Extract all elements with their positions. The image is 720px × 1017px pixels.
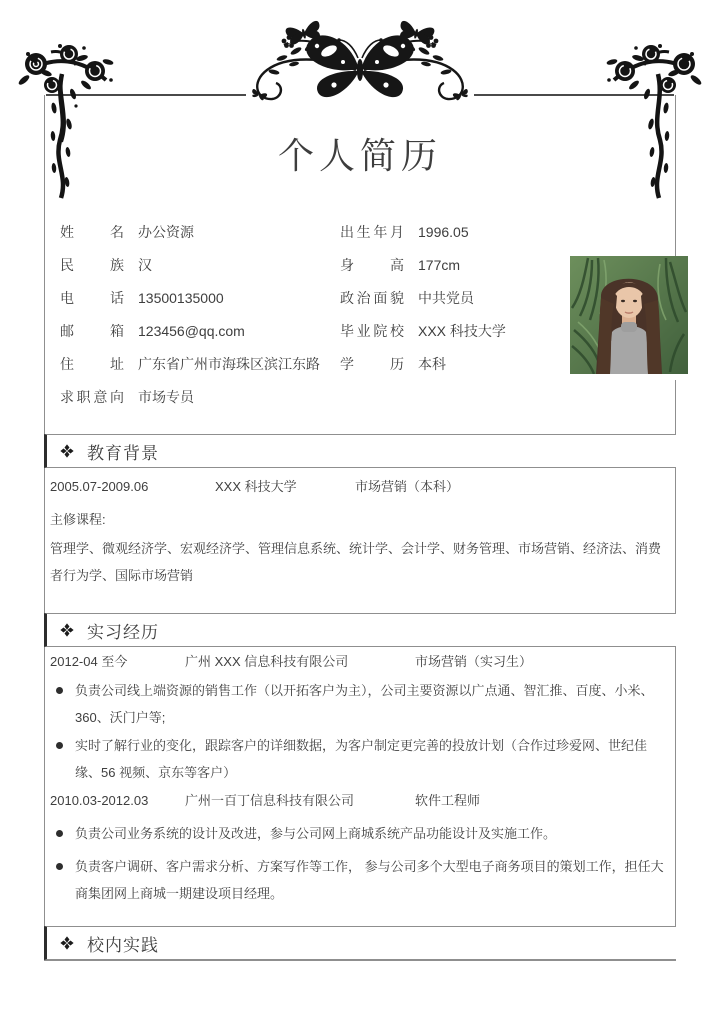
bullet-dot-icon xyxy=(56,830,63,837)
job-entry-line xyxy=(50,790,480,809)
field-value: 13500135000 xyxy=(138,289,224,306)
field-value: 本科 xyxy=(418,355,446,372)
job-bullet-item xyxy=(56,732,668,786)
section-title: 校内实践 xyxy=(87,935,159,955)
field-value: 汉 xyxy=(138,256,152,273)
job-role: 市场营销（实习生） xyxy=(415,654,533,669)
bullet-text: 负责公司业务系统的设计及改进，参与公司网上商城系统产品功能设计及实施工作。 xyxy=(75,826,557,841)
info-row-height xyxy=(340,248,568,281)
education-entry-line xyxy=(50,476,459,495)
info-row-phone xyxy=(60,281,335,314)
field-label: 政治面貌 xyxy=(340,289,404,306)
field-label: 求职意向 xyxy=(60,388,124,405)
courses-list: 管理学、微观经济学、宏观经济学、管理信息系统、统计学、会计学、财务管理、市场营销、经济法、消费者行为学、国际市场营销 xyxy=(50,541,662,583)
info-row-job-intention xyxy=(60,380,335,413)
diamond-bullet-icon xyxy=(60,444,74,458)
field-value: 177cm xyxy=(418,256,461,273)
education-major: 市场营销（本科） xyxy=(355,479,460,494)
field-label: 住址 xyxy=(60,355,124,372)
bullet-dot-icon xyxy=(56,863,63,870)
diamond-bullet-icon xyxy=(60,936,74,950)
job-company: 广州一百丁信息科技有限公司 xyxy=(185,793,355,808)
field-value: XXX 科技大学 xyxy=(418,322,506,339)
section-title: 实习经历 xyxy=(87,622,159,642)
field-label: 民族 xyxy=(60,256,124,273)
field-value: 1996.05 xyxy=(418,223,469,240)
bullet-text: 负责客户调研、客户需求分析、方案写作等工作， 参与公司多个大型电子商务项目的策划工作，担任大商集团网上商城一期建设项目经理。 xyxy=(75,859,664,901)
field-label: 毕业院校 xyxy=(340,322,404,339)
section-header-internship xyxy=(44,613,676,647)
field-label: 出生年月 xyxy=(340,223,404,240)
personal-info-right-column xyxy=(340,215,568,380)
field-label: 邮箱 xyxy=(60,322,124,339)
personal-info-left-column xyxy=(60,215,335,413)
field-label: 身高 xyxy=(340,256,404,273)
bullet-dot-icon xyxy=(56,742,63,749)
field-label: 学历 xyxy=(340,355,404,372)
bullet-text: 实时了解行业的变化，跟踪客户的详细数据，为客户制定更完善的投放计划（合作过珍爱网、世纪佳缘、56 视频、京东等客户） xyxy=(75,738,648,780)
info-row-email xyxy=(60,314,335,347)
bullet-text: 负责公司线上端资源的销售工作（以开拓客户为主），公司主要资源以广点通、智汇推、百度、小米、360、沃门户等; xyxy=(75,683,654,725)
field-value: 市场专员 xyxy=(138,388,194,405)
info-row-ethnicity xyxy=(60,248,335,281)
info-row-graduate-school xyxy=(340,314,568,347)
job-role: 软件工程师 xyxy=(415,793,481,808)
job-bullet-item xyxy=(56,677,668,731)
bullet-dot-icon xyxy=(56,687,63,694)
section-header-education xyxy=(44,434,676,468)
job-period: 2012-04 至今 xyxy=(50,654,128,669)
courses-label: 主修课程: xyxy=(50,512,106,527)
field-value: 办公资源 xyxy=(138,223,194,240)
info-row-name xyxy=(60,215,335,248)
field-label: 姓名 xyxy=(60,223,124,240)
section-title: 教育背景 xyxy=(87,443,159,463)
section-header-campus-practice xyxy=(44,926,676,960)
field-label: 电话 xyxy=(60,289,124,306)
diamond-bullet-icon xyxy=(60,623,74,637)
field-value: 广东省广州市海珠区滨江东路 xyxy=(138,355,320,372)
job-entry-line xyxy=(50,651,532,670)
job-bullet-item xyxy=(56,853,668,907)
info-row-birth-date xyxy=(340,215,568,248)
field-value: 中共党员 xyxy=(418,289,474,306)
info-row-address xyxy=(60,347,335,380)
field-value: 123456@qq.com xyxy=(138,322,245,339)
education-school: XXX 科技大学 xyxy=(215,479,297,494)
info-row-education-level xyxy=(340,347,568,380)
job-bullet-item xyxy=(56,820,668,847)
info-row-political-status xyxy=(340,281,568,314)
job-company: 广州 XXX 信息科技有限公司 xyxy=(185,654,349,669)
education-period: 2005.07-2009.06 xyxy=(50,479,149,494)
page-title: 个人简历 xyxy=(277,135,442,176)
job-period: 2010.03-2012.03 xyxy=(50,793,149,808)
profile-photo xyxy=(570,256,688,380)
